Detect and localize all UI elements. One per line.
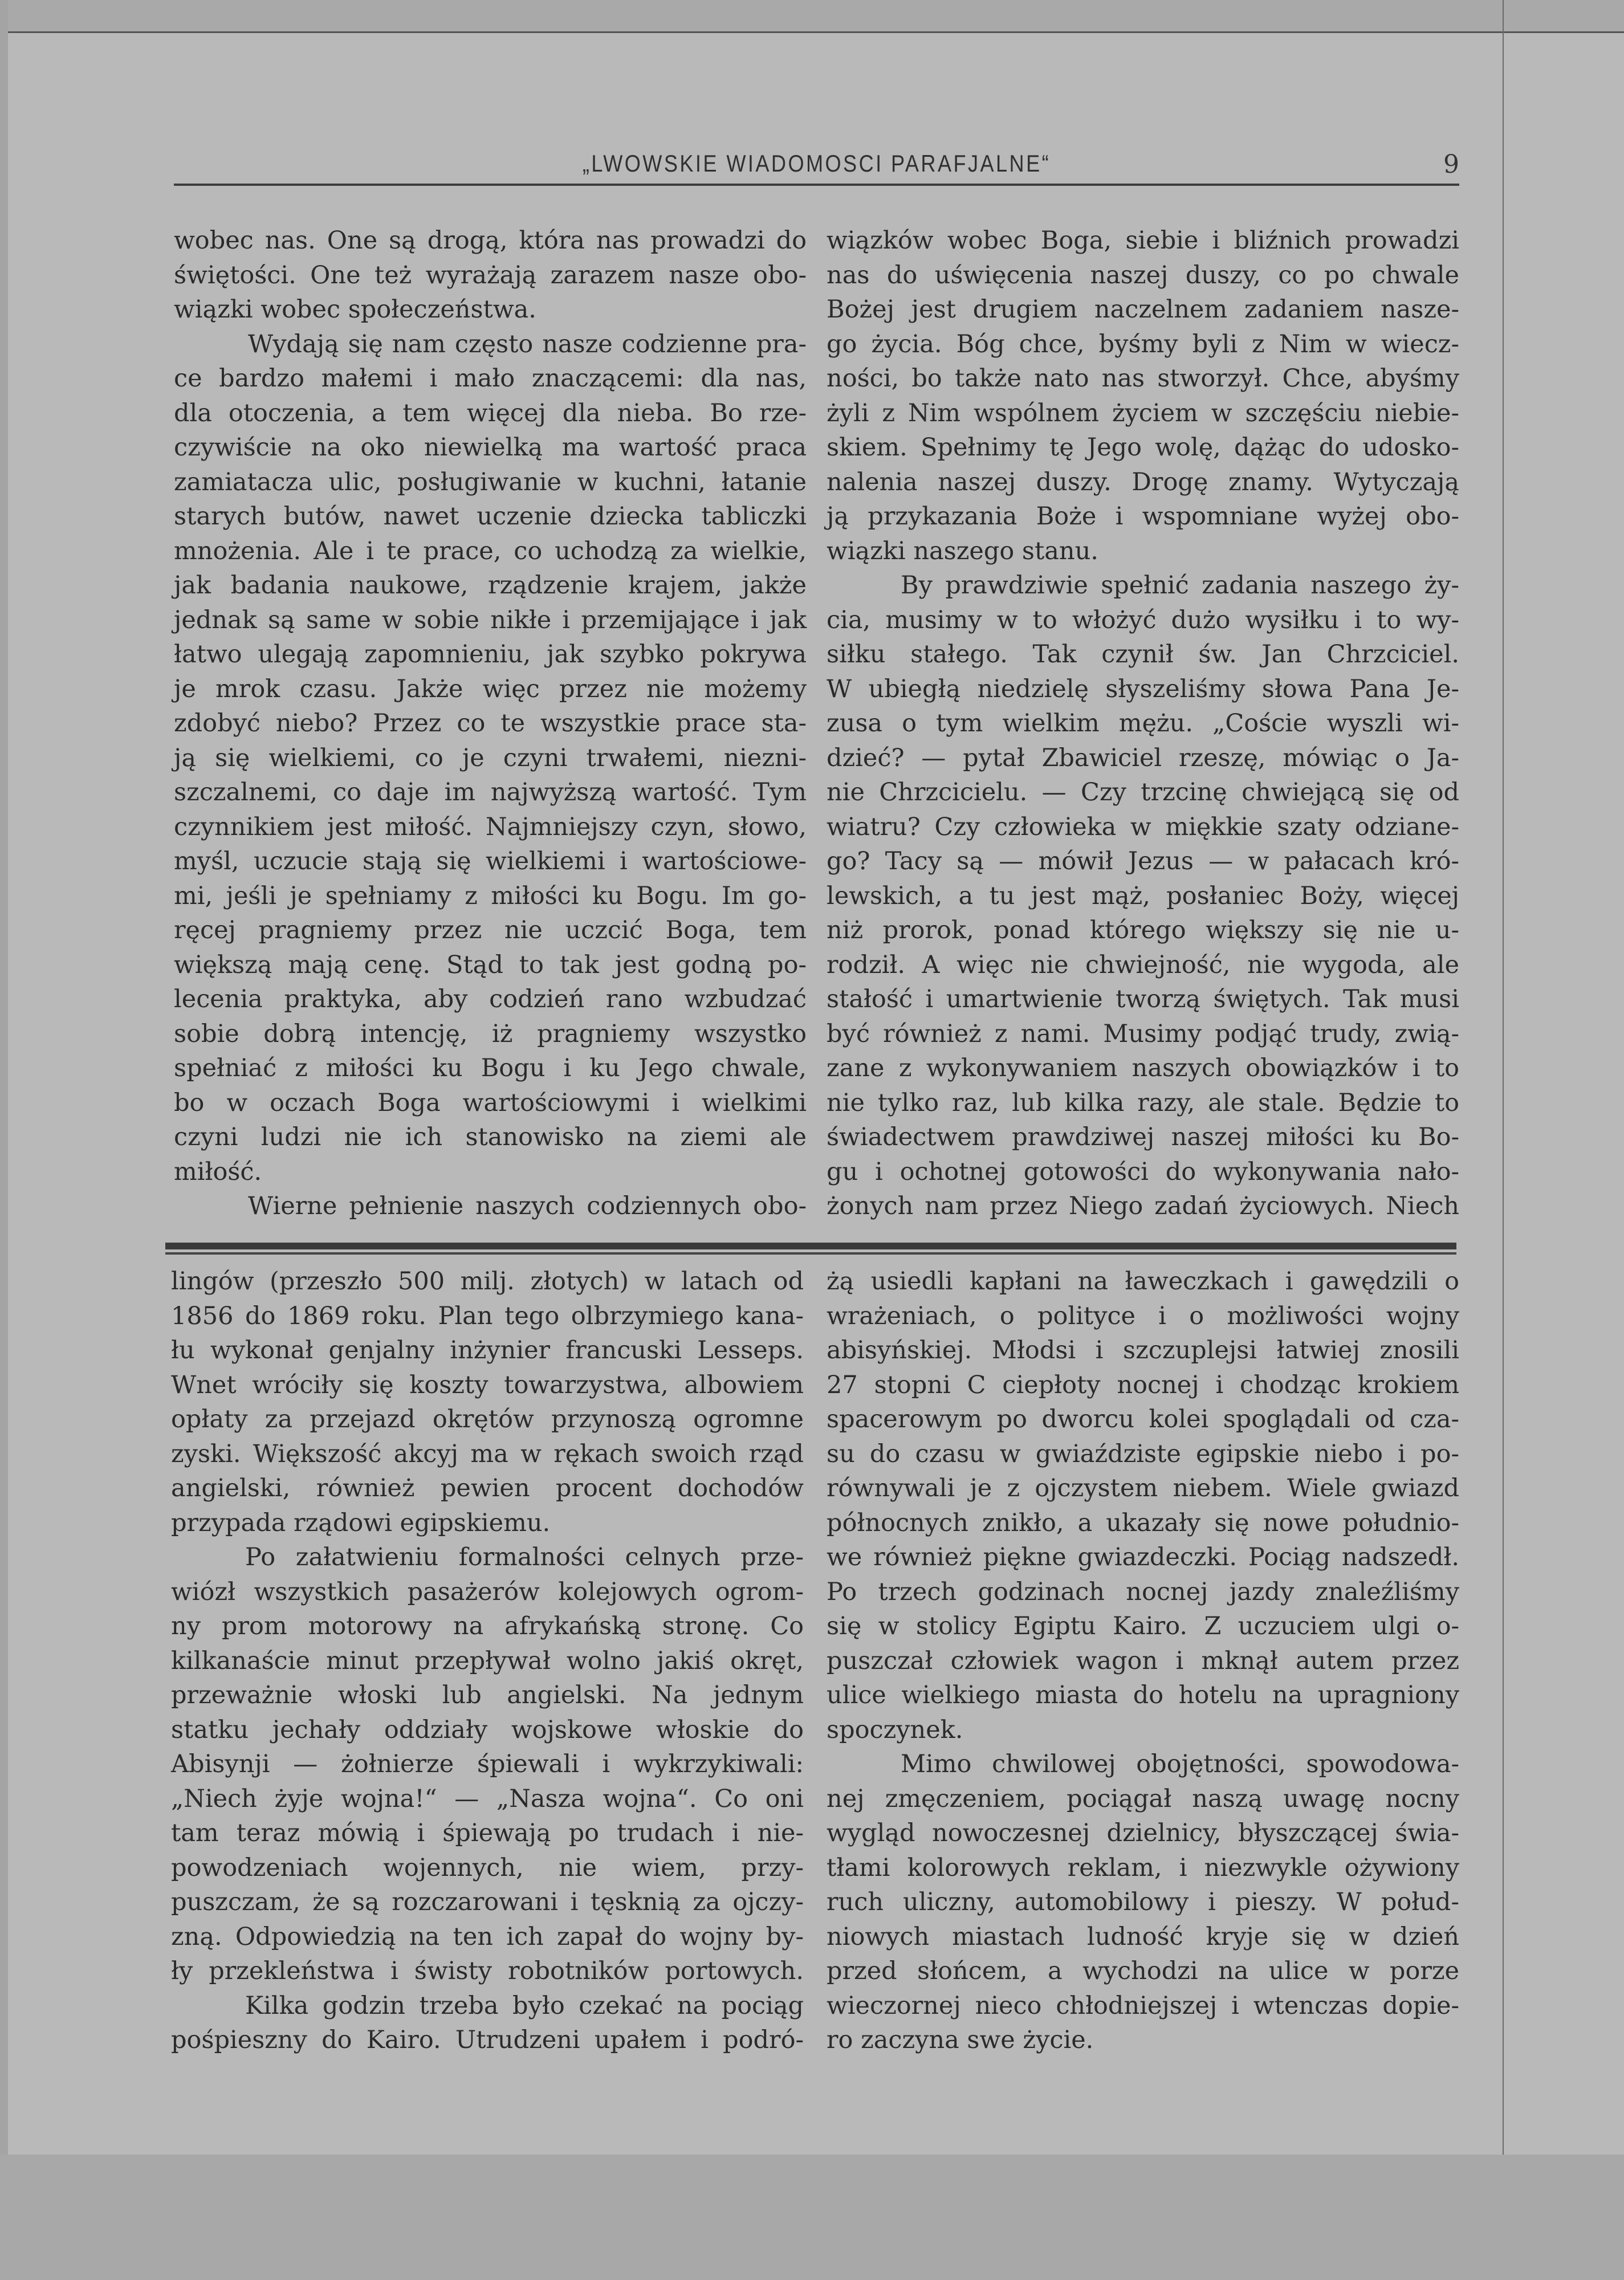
text-line: mnożenia. Ale i te prace, co uchodzą za wielkie,: [174, 536, 807, 565]
text-line: szczalnemi, co daje im najwyższą wartość. Tym: [174, 778, 807, 807]
text-line: 1856 do 1869 roku. Plan tego olbrzymiego kana-: [171, 1301, 804, 1330]
page-fold-line: [1503, 0, 1504, 2280]
text-line: nej zmęczeniem, pociągał naszą uwagę nocny: [827, 1784, 1459, 1813]
text-line: „Niech żyje wojna!“ — „Nasza wojna“. Co oni: [171, 1784, 804, 1813]
text-line: spełniać z miłości ku Bogu i ku Jego chwale,: [174, 1054, 807, 1082]
text-line: większą mają cenę. Stąd to tak jest godną po-: [174, 950, 807, 979]
text-line: świadectwem prawdziwej naszej miłości ku Bo-: [827, 1123, 1459, 1151]
text-line: lewskich, a tu jest mąż, posłaniec Boży, więcej: [827, 881, 1459, 910]
text-line: kilkanaście minut przepływał wolno jakiś okręt,: [171, 1646, 804, 1675]
header-rule: [174, 184, 1459, 186]
text-line: su do czasu w gwiaździste egipskie niebo i po-: [827, 1439, 1459, 1468]
scan-left-edge: [0, 0, 8, 2280]
text-line: północnych znikło, a ukazały się nowe południo-: [827, 1508, 1459, 1537]
text-line: we również piękne gwiazdeczki. Pociąg nadszedł.: [827, 1543, 1459, 1571]
scan-bottom-edge: [0, 2155, 1624, 2280]
text-line: siłku stałego. Tak czynił św. Jan Chrzciciel.: [827, 640, 1459, 669]
text-line: łu wykonał genjalny inżynier francuski Lesseps.: [171, 1336, 804, 1365]
section-divider: [165, 1243, 1456, 1256]
text-line: ją przykazania Boże i wspomniane wyżej obo-: [827, 502, 1459, 531]
text-line: sobie dobrą intencję, iż pragniemy wszystko: [174, 1019, 807, 1048]
text-line: wiatru? Czy człowieka w miękkie szaty odziane-: [827, 812, 1459, 841]
text-line: gu i ochotnej gotowości do wykonywania nało-: [827, 1157, 1459, 1186]
text-line: mi, jeśli je spełniamy z miłości ku Bogu. Im go-: [174, 881, 807, 910]
text-line: lecenia praktyka, aby codzień rano wzbudzać: [174, 985, 807, 1013]
publication-title: „LWOWSKIE WIADOMOSCI PARAFJALNE“: [582, 150, 1051, 177]
text-line: łatwo ulegają zapomnieniu, jak szybko pokrywa: [174, 640, 807, 669]
text-line: zną. Odpowiedzią na ten ich zapał do wojny by-: [171, 1922, 804, 1951]
text-line: spacerowym po dworcu kolei spoglądali od cza-: [827, 1405, 1459, 1434]
divider-thick-rule: [165, 1243, 1456, 1249]
upper-right-column: [827, 223, 1459, 1224]
text-line: ce bardzo małemi i mało znaczącemi: dla nas,: [174, 364, 807, 393]
text-line: Mimo chwilowej obojętności, spowodowa-: [901, 1750, 1459, 1778]
text-line: angielski, również pewien procent dochodów: [171, 1474, 804, 1503]
text-line: jak badania naukowe, rządzenie krajem, jakże: [174, 571, 807, 600]
text-line: wobec nas. One są drogą, która nas prowadzi do: [174, 226, 807, 255]
text-line: dla otoczenia, a tem więcej dla nieba. Bo rze-: [174, 398, 807, 427]
page-number: 9: [1443, 150, 1459, 179]
text-line: czynnikiem jest miłość. Najmniejszy czyn, słowo,: [174, 812, 807, 841]
text-line: przed słońcem, a wychodzi na ulice w porze: [827, 1957, 1459, 1985]
text-line: zusa o tym wielkim mężu. „Coście wyszli wi-: [827, 709, 1459, 738]
text-line: niż prorok, ponad którego większy się nie u-: [827, 916, 1459, 944]
text-line: 27 stopni C ciepłoty nocnej i chodząc krokiem: [827, 1370, 1459, 1399]
text-line: W ubiegłą niedzielę słyszeliśmy słowa Pana Je-: [827, 674, 1459, 703]
text-line: ły przekleństwa i świsty robotników portowych.: [171, 1957, 804, 1985]
text-line: przypada rządowi egipskiemu.: [171, 1508, 551, 1537]
text-line: dzieć? — pytał Zbawiciel rzeszę, mówiąc o Ja-: [827, 743, 1459, 772]
text-line: zane z wykonywaniem naszych obowiązków i to: [827, 1054, 1459, 1082]
text-line: się w stolicy Egiptu Kairo. Z uczuciem ulgi o-: [827, 1612, 1459, 1640]
text-line: stałość i umartwienie tworzą świętych. Tak musi: [827, 985, 1459, 1013]
text-line: go życia. Bóg chce, byśmy byli z Nim w wiecz-: [827, 329, 1459, 359]
text-line: zyski. Większość akcyj ma w rękach swoich rząd: [171, 1439, 804, 1468]
text-line: ności, bo także nato nas stworzył. Chce, abyśmy: [827, 364, 1459, 393]
text-line: skiem. Spełnimy tę Jego wolę, dążąc do udosko-: [827, 433, 1459, 462]
text-line: żyli z Nim wspólnem życiem w szczęściu niebie-: [827, 398, 1459, 427]
text-line: cia, musimy w to włożyć dużo wysiłku i to wy-: [827, 605, 1459, 634]
text-line: ręcej pragniemy przez nie uczcić Boga, tem: [174, 916, 807, 944]
text-line: By prawdziwie spełnić zadania naszego ży-: [901, 571, 1459, 600]
text-line: nie tylko raz, lub kilka razy, ale stale. Będzie to: [827, 1088, 1459, 1117]
text-line: wiązki naszego stanu.: [827, 536, 1098, 565]
text-line: statku jechały oddziały wojskowe włoskie do: [171, 1715, 804, 1744]
text-line: wiązki wobec społeczeństwa.: [174, 295, 536, 324]
text-line: czywiście na oko niewielką ma wartość praca: [174, 433, 807, 462]
text-line: świętości. One też wyrażają zarazem nasze obo-: [174, 260, 807, 290]
text-line: Abisynji — żołnierze śpiewali i wykrzykiwali:: [171, 1750, 804, 1778]
text-line: abisyńskiej. Młodsi i szczuplejsi łatwiej znosili: [827, 1336, 1459, 1365]
text-line: wiózł wszystkich pasażerów kolejowych ogrom-: [171, 1577, 804, 1606]
text-line: Po załatwieniu formalności celnych prze-: [245, 1543, 804, 1571]
text-line: Po trzech godzinach nocnej jazdy znaleźliśmy: [827, 1577, 1459, 1606]
text-line: wrażeniach, o polityce i o możliwości wojny: [827, 1301, 1459, 1330]
text-line: nas do uświęcenia naszej duszy, co po chwale: [827, 260, 1459, 290]
text-line: zdobyć niebo? Przez co te wszystkie prace sta-: [174, 709, 807, 738]
text-line: nalenia naszej duszy. Drogę znamy. Wytyczają: [827, 467, 1459, 496]
text-line: ją się wielkiemi, co je czyni trwałemi, niezni-: [174, 743, 807, 772]
text-line: powodzeniach wojennych, nie wiem, przy-: [171, 1853, 804, 1882]
text-line: starych butów, nawet uczenie dziecka tabliczki: [174, 502, 807, 531]
text-line: tam teraz mówią i śpiewają po trudach i nie-: [171, 1819, 804, 1847]
text-line: równywali je z ojczystem niebem. Wiele gwiazd: [827, 1474, 1459, 1503]
text-line: opłaty za przejazd okrętów przynoszą ogromne: [171, 1405, 804, 1434]
text-line: żą usiedli kapłani na ławeczkach i gawędzili o: [827, 1267, 1459, 1296]
text-line: wieczornej nieco chłodniejszej i wtenczas dopie-: [827, 1991, 1459, 2020]
text-line: Bożej jest drugiem naczelnem zadaniem nasze-: [827, 295, 1459, 324]
upper-left-column: [174, 223, 807, 1224]
divider-thin-rule: [165, 1252, 1456, 1255]
text-line: myśl, uczucie stają się wielkiemi i wartościowe-: [174, 847, 807, 876]
text-line: żonych nam przez Niego zadań życiowych. Niech: [827, 1192, 1459, 1220]
text-line: bo w oczach Boga wartościowymi i wielkimi: [174, 1088, 807, 1117]
text-line: ro zaczyna swe życie.: [827, 2026, 1094, 2054]
text-line: jednak są same w sobie nikłe i przemijające i jak: [174, 605, 807, 634]
text-line: przeważnie włoski lub angielski. Na jednym: [171, 1681, 804, 1709]
text-line: nie Chrzcicielu. — Czy trzcinę chwiejącą się od: [827, 778, 1459, 807]
text-line: Kilka godzin trzeba było czekać na pociąg: [245, 1991, 804, 2020]
text-line: spoczynek.: [827, 1715, 963, 1744]
lower-left-column: [171, 1264, 804, 2058]
text-line: czyni ludzi nie ich stanowisko na ziemi ale: [174, 1123, 807, 1151]
text-line: być również z nami. Musimy podjąć trudy, zwią-: [827, 1019, 1459, 1048]
text-line: wygląd nowoczesnej dzielnicy, błyszczącej świa-: [827, 1819, 1459, 1847]
lower-right-column: [827, 1264, 1459, 2058]
text-line: je mrok czasu. Jakże więc przez nie możemy: [174, 674, 807, 703]
text-line: rodził. A więc nie chwiejność, nie wygoda, ale: [827, 950, 1459, 979]
scan-top-edge: [0, 0, 1624, 33]
text-line: ruch uliczny, automobilowy i pieszy. W połud-: [827, 1888, 1459, 1916]
text-line: Wnet wróciły się koszty towarzystwa, albowiem: [171, 1370, 804, 1399]
text-line: Wydają się nam często nasze codzienne pra-: [248, 329, 807, 359]
text-line: tłami kolorowych reklam, i niezwykle ożywiony: [827, 1853, 1459, 1882]
text-line: niowych miastach ludność kryje się w dzień: [827, 1922, 1459, 1951]
text-line: zamiatacza ulic, posługiwanie w kuchni, łatanie: [174, 467, 807, 496]
text-line: lingów (przeszło 500 milj. złotych) w latach od: [171, 1267, 804, 1296]
text-line: wiązków wobec Boga, siebie i bliźnich prowadzi: [827, 226, 1459, 255]
text-line: go? Tacy są — mówił Jezus — w pałacach kró-: [827, 847, 1459, 876]
text-line: ulice wielkiego miasta do hotelu na upragniony: [827, 1681, 1459, 1709]
text-line: pośpieszny do Kairo. Utrudzeni upałem i podró-: [171, 2026, 804, 2054]
text-line: Wierne pełnienie naszych codziennych obo-: [248, 1192, 807, 1220]
text-line: puszczam, że są rozczarowani i tęsknią za ojczy-: [171, 1888, 804, 1916]
text-line: puszczał człowiek wagon i mknął autem przez: [827, 1646, 1459, 1675]
text-line: miłość.: [174, 1157, 262, 1186]
text-line: ny prom motorowy na afrykańską stronę. Co: [171, 1612, 804, 1640]
